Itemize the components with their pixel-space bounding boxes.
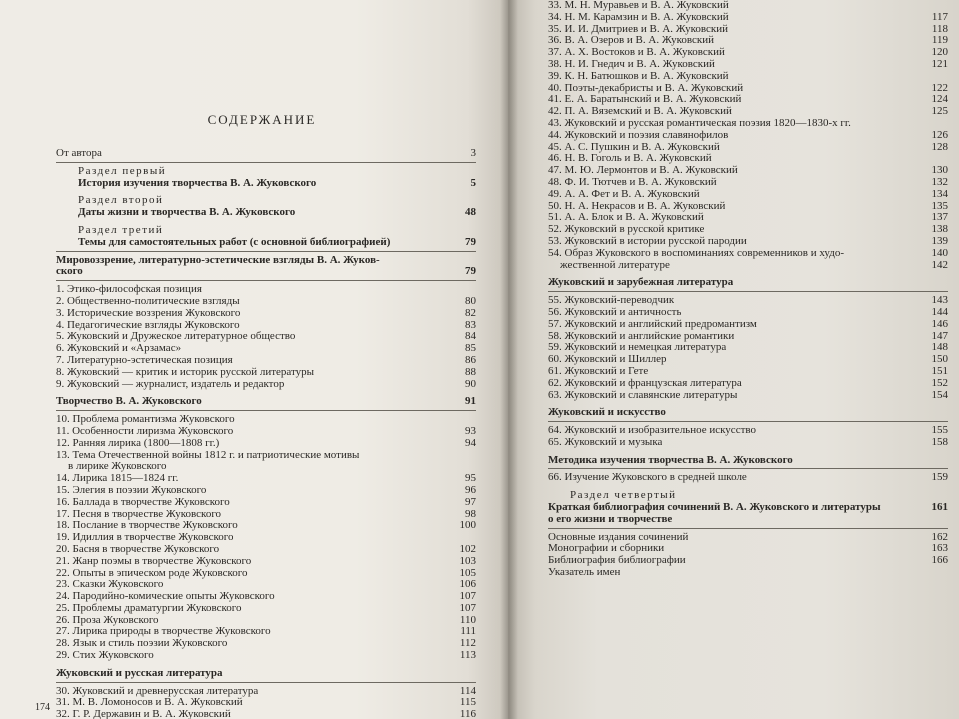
toc-page: 121 bbox=[931, 57, 948, 70]
toc-entry: 64. Жуковский и изобразительное искусство bbox=[548, 425, 756, 437]
toc-row bbox=[548, 153, 948, 165]
rule-divider bbox=[56, 162, 476, 163]
toc-entry: 26. Проза Жуковского bbox=[56, 614, 159, 626]
toc-page: 154 bbox=[931, 388, 948, 401]
toc-row bbox=[56, 709, 476, 719]
toc-entry: 47. М. Ю. Лермонтов и В. А. Жуковский bbox=[548, 165, 738, 177]
toc-page: 83 bbox=[465, 318, 476, 331]
rule-divider bbox=[548, 291, 948, 292]
toc-entry: 61. Жуковский и Гете bbox=[548, 365, 649, 377]
toc-entry: 38. Н. И. Гнедич и В. А. Жуковский bbox=[548, 58, 715, 70]
page-number: 174 bbox=[35, 702, 50, 713]
toc-row bbox=[548, 407, 948, 419]
toc-page: 140 bbox=[931, 246, 948, 259]
rule-divider bbox=[56, 410, 476, 411]
toc-row bbox=[548, 24, 948, 36]
toc-page: 86 bbox=[465, 353, 476, 366]
toc-entry: 10. Проблема романтизма Жуковского bbox=[56, 414, 235, 426]
toc-row bbox=[548, 106, 948, 118]
toc-entry: 41. Е. А. Баратынский и В. А. Жуковский bbox=[548, 94, 742, 106]
toc-row bbox=[548, 35, 948, 47]
toc-entry: 49. А. А. Фет и В. А. Жуковский bbox=[548, 188, 700, 200]
toc-row bbox=[56, 320, 476, 332]
toc-entry: 25. Проблемы драматургии Жуковского bbox=[56, 602, 242, 614]
toc-entry: 5. Жуковский и Дружеское литературное общество bbox=[56, 331, 296, 343]
toc-row bbox=[56, 331, 476, 343]
toc-entry: 66. Изучение Жуковского в средней школе bbox=[548, 472, 747, 484]
toc-row bbox=[56, 237, 476, 249]
toc-page: 146 bbox=[931, 317, 948, 330]
toc-page: 5 bbox=[470, 176, 476, 189]
rule-divider bbox=[56, 280, 476, 281]
toc-row bbox=[548, 514, 948, 526]
toc-page: 120 bbox=[931, 46, 948, 59]
rule-divider bbox=[548, 528, 948, 529]
toc-row bbox=[56, 396, 476, 408]
toc-page: 162 bbox=[931, 530, 948, 543]
section-title: Жуковский и русская литература bbox=[56, 667, 223, 679]
toc-entry: 13. Тема Отечественной войны 1812 г. и патриотические мотивы bbox=[56, 449, 360, 461]
toc-row bbox=[56, 544, 476, 556]
toc-page: 132 bbox=[931, 175, 948, 188]
toc-page: 143 bbox=[931, 294, 948, 307]
toc-page: 144 bbox=[931, 305, 948, 318]
toc-entry: 56. Жуковский и античность bbox=[548, 306, 682, 318]
toc-page: 90 bbox=[465, 377, 476, 390]
toc-row bbox=[548, 555, 948, 567]
toc-entry: 27. Лирика природы в творчестве Жуковского bbox=[56, 626, 271, 638]
toc-row bbox=[56, 255, 476, 267]
toc-row bbox=[56, 556, 476, 568]
toc-page: 116 bbox=[459, 708, 476, 719]
toc-entry: 12. Ранняя лирика (1800—1808 гг.) bbox=[56, 437, 220, 449]
toc-page: 102 bbox=[459, 542, 476, 555]
toc-entry: 33. М. Н. Муравьев и В. А. Жуковский bbox=[548, 0, 729, 11]
rule-divider bbox=[548, 421, 948, 422]
toc-entry: 40. Поэты-декабристы и В. А. Жуковский bbox=[548, 82, 744, 94]
toc-page: 125 bbox=[931, 105, 948, 118]
toc-page: 137 bbox=[931, 211, 948, 224]
toc-row bbox=[56, 497, 476, 509]
toc-entry: Монографии и сборники bbox=[548, 543, 665, 555]
toc-row bbox=[56, 438, 476, 450]
section-title: Краткая библиография сочинений В. А. Жуковского и литературы bbox=[548, 502, 881, 514]
toc-row bbox=[548, 532, 948, 544]
toc-page: 96 bbox=[465, 483, 476, 496]
toc-page: 3 bbox=[470, 147, 476, 159]
toc-page: 112 bbox=[459, 637, 476, 650]
toc-entry: 57. Жуковский и английский предромантизм bbox=[548, 318, 757, 330]
toc-row bbox=[548, 502, 948, 514]
toc-entry: 55. Жуковский-переводчик bbox=[548, 295, 675, 307]
toc-entry: 63. Жуковский и славянские литературы bbox=[548, 389, 738, 401]
toc-page: 84 bbox=[465, 330, 476, 343]
toc-row bbox=[548, 390, 948, 402]
toc-row bbox=[548, 201, 948, 213]
toc-row bbox=[56, 532, 476, 544]
toc-row bbox=[56, 626, 476, 638]
toc-entry: 45. А. С. Пушкин и В. А. Жуковский bbox=[548, 141, 720, 153]
toc-page: 155 bbox=[931, 424, 948, 437]
toc-row bbox=[548, 224, 948, 236]
toc-entry: Основные издания сочинений bbox=[548, 531, 689, 543]
toc-entry: 46. Н. В. Гоголь и В. А. Жуковский bbox=[548, 153, 712, 165]
toc-row bbox=[548, 354, 948, 366]
toc-entry: 19. Идиллия в творчестве Жуковского bbox=[56, 532, 234, 544]
toc-page: 100 bbox=[459, 519, 476, 532]
toc-entry: 39. К. Н. Батюшков и В. А. Жуковский bbox=[548, 70, 729, 82]
toc-row bbox=[56, 296, 476, 308]
toc-entry: 30. Жуковский и древнерусская литература bbox=[56, 685, 259, 697]
toc-page: 126 bbox=[931, 128, 948, 141]
toc-page: 151 bbox=[931, 364, 948, 377]
toc-entry: 1. Этико-философская позиция bbox=[56, 284, 202, 296]
toc-page: 158 bbox=[931, 435, 948, 448]
toc-row bbox=[56, 568, 476, 580]
toc-row bbox=[548, 118, 948, 130]
section-label: Раздел четвертый bbox=[570, 490, 677, 502]
toc-row bbox=[548, 94, 948, 106]
toc-row bbox=[548, 83, 948, 95]
toc-entry: От автора bbox=[56, 148, 102, 159]
rule-divider bbox=[56, 251, 476, 252]
toc-entry: 60. Жуковский и Шиллер bbox=[548, 354, 667, 366]
toc-page: 134 bbox=[931, 187, 948, 200]
toc-row bbox=[56, 603, 476, 615]
toc-row bbox=[548, 165, 948, 177]
toc-row bbox=[56, 473, 476, 485]
toc-page: 111 bbox=[460, 625, 476, 638]
toc-row bbox=[548, 177, 948, 189]
toc-page: 85 bbox=[465, 342, 476, 355]
toc-row bbox=[548, 0, 948, 12]
toc-page: 93 bbox=[465, 424, 476, 437]
toc-row bbox=[56, 520, 476, 532]
toc-page: 98 bbox=[465, 507, 476, 520]
toc-row bbox=[56, 650, 476, 662]
section-title: Жуковский и искусство bbox=[548, 407, 666, 419]
section-label: Раздел второй bbox=[78, 195, 164, 207]
toc-entry: 50. Н. А. Некрасов и В. А. Жуковский bbox=[548, 200, 726, 212]
toc-entry: 18. Послание в творчестве Жуковского bbox=[56, 520, 238, 532]
toc-entry: 44. Жуковский и поэзия славянофилов bbox=[548, 129, 729, 141]
toc-page: 115 bbox=[459, 696, 476, 709]
toc-row bbox=[56, 414, 476, 426]
toc-row bbox=[548, 455, 948, 467]
toc-entry: 58. Жуковский и английские романтики bbox=[548, 330, 735, 342]
toc-entry: 8. Жуковский — критик и историк русской литературы bbox=[56, 366, 315, 378]
toc-page: 124 bbox=[931, 93, 948, 106]
toc-entry: 29. Стих Жуковского bbox=[56, 650, 154, 662]
toc-entry: 34. Н. М. Карамзин и В. А. Жуковский bbox=[548, 11, 729, 23]
toc-row bbox=[56, 509, 476, 521]
toc-row bbox=[56, 697, 476, 709]
toc-entry: Указатель имен bbox=[548, 567, 621, 579]
toc-row bbox=[548, 59, 948, 71]
toc-row bbox=[56, 195, 476, 207]
toc-entry: 23. Сказки Жуковского bbox=[56, 579, 164, 591]
toc-entry: 51. А. А. Блок и В. А. Жуковский bbox=[548, 212, 704, 224]
toc-entry: 65. Жуковский и музыка bbox=[548, 436, 663, 448]
toc-row bbox=[548, 295, 948, 307]
toc-entry: 36. В. А. Озеров и В. А. Жуковский bbox=[548, 35, 715, 47]
toc-row bbox=[56, 379, 476, 391]
toc-entry: Библиография библиографии bbox=[548, 555, 686, 567]
toc-page: 118 bbox=[931, 22, 948, 35]
toc-right bbox=[548, 0, 948, 579]
toc-page: 82 bbox=[465, 306, 476, 319]
toc-row bbox=[548, 236, 948, 248]
toc-page: 94 bbox=[465, 436, 476, 449]
toc-row bbox=[56, 426, 476, 438]
toc-entry: 24. Пародийно-комические опыты Жуковского bbox=[56, 591, 275, 603]
section-title: ского bbox=[56, 266, 83, 278]
toc-page: 152 bbox=[931, 376, 948, 389]
toc-page: 163 bbox=[931, 542, 948, 555]
toc-row bbox=[56, 284, 476, 296]
toc-page: 117 bbox=[931, 10, 948, 23]
toc-row bbox=[548, 47, 948, 59]
toc-row bbox=[548, 248, 948, 260]
toc-entry: 17. Песня в творчестве Жуковского bbox=[56, 508, 222, 520]
toc-page: 95 bbox=[465, 472, 476, 485]
toc-page: 130 bbox=[931, 164, 948, 177]
toc-entry: 9. Жуковский — журналист, издатель и редактор bbox=[56, 378, 285, 390]
toc-row bbox=[56, 355, 476, 367]
toc-row bbox=[56, 207, 476, 219]
toc-page: 142 bbox=[931, 258, 948, 271]
toc-row bbox=[56, 615, 476, 627]
toc-row bbox=[56, 225, 476, 237]
toc-entry: 21. Жанр поэмы в творчестве Жуковского bbox=[56, 555, 252, 567]
section-title: Даты жизни и творчества В. А. Жуковского bbox=[78, 207, 296, 219]
toc-row bbox=[548, 142, 948, 154]
toc-entry: 48. Ф. И. Тютчев и В. А. Жуковский bbox=[548, 176, 717, 188]
toc-row bbox=[56, 450, 476, 462]
toc-row bbox=[56, 343, 476, 355]
toc-page: 79 bbox=[465, 235, 476, 248]
section-title: Мировоззрение, литературно-эстетические взгляды В. А. Жуков- bbox=[56, 254, 380, 266]
toc-page: 128 bbox=[931, 140, 948, 153]
section-label: Раздел третий bbox=[78, 224, 164, 236]
toc-entry: 59. Жуковский и немецкая литература bbox=[548, 342, 727, 354]
toc-page: 138 bbox=[931, 223, 948, 236]
section-title: о его жизни и творчестве bbox=[548, 513, 673, 525]
toc-page: 110 bbox=[459, 613, 476, 626]
toc-page: 107 bbox=[459, 590, 476, 603]
toc-page: 97 bbox=[465, 495, 476, 508]
toc-entry: 43. Жуковский и русская романтическая поэзия 1820—1830-х гг. bbox=[548, 117, 851, 129]
toc-entry: 28. Язык и стиль поэзии Жуковского bbox=[56, 638, 228, 650]
toc-entry: 7. Литературно-эстетическая позиция bbox=[56, 354, 233, 366]
toc-row bbox=[548, 437, 948, 449]
toc-row bbox=[56, 148, 476, 160]
toc-row bbox=[56, 668, 476, 680]
toc-row bbox=[548, 472, 948, 484]
toc-row bbox=[548, 366, 948, 378]
toc-page: 150 bbox=[931, 353, 948, 366]
toc-page: 114 bbox=[459, 684, 476, 697]
toc-entry: 20. Басня в творчестве Жуковского bbox=[56, 543, 220, 555]
toc-page: 91 bbox=[465, 395, 476, 408]
toc-row bbox=[56, 367, 476, 379]
toc-page: 119 bbox=[931, 34, 948, 47]
toc-page: 135 bbox=[931, 199, 948, 212]
toc-page: 159 bbox=[931, 471, 948, 484]
toc-page: 80 bbox=[465, 294, 476, 307]
toc-entry: 11. Особенности лиризма Жуковского bbox=[56, 425, 234, 437]
toc-entry: 37. А. Х. Востоков и В. А. Жуковский bbox=[548, 47, 725, 59]
toc-row bbox=[548, 212, 948, 224]
toc-entry: 31. М. В. Ломоносов и В. А. Жуковский bbox=[56, 697, 243, 709]
toc-entry: 35. И. И. Дмитриев и В. А. Жуковский bbox=[548, 23, 729, 35]
toc-entry: 4. Педагогические взгляды Жуковского bbox=[56, 319, 240, 331]
toc-page: 48 bbox=[465, 206, 476, 219]
toc-page: 113 bbox=[459, 649, 476, 662]
toc-row bbox=[56, 686, 476, 698]
toc-row bbox=[56, 266, 476, 278]
toc-page: 79 bbox=[465, 265, 476, 278]
section-label: Раздел первый bbox=[78, 165, 167, 177]
toc-row bbox=[56, 166, 476, 178]
toc-row bbox=[548, 260, 948, 272]
toc-row bbox=[548, 277, 948, 289]
toc-row bbox=[56, 485, 476, 497]
toc-entry: 54. Образ Жуковского в воспоминаниях современников и худо- bbox=[548, 247, 844, 259]
toc-entry: 22. Опыты в эпическом роде Жуковского bbox=[56, 567, 248, 579]
rule-divider bbox=[548, 468, 948, 469]
toc-row bbox=[56, 591, 476, 603]
toc-row bbox=[548, 71, 948, 83]
toc-entry: 32. Г. Р. Державин и В. А. Жуковский bbox=[56, 709, 231, 719]
toc-row bbox=[548, 378, 948, 390]
toc-row bbox=[548, 319, 948, 331]
toc-left bbox=[56, 148, 476, 719]
toc-row bbox=[548, 490, 948, 502]
toc-row bbox=[548, 130, 948, 142]
toc-row bbox=[548, 189, 948, 201]
toc-heading: СОДЕРЖАНИЕ bbox=[207, 112, 317, 127]
toc-page: 122 bbox=[931, 81, 948, 94]
toc-row bbox=[548, 12, 948, 24]
toc-page: 147 bbox=[931, 329, 948, 342]
toc-row bbox=[56, 638, 476, 650]
toc-row bbox=[56, 178, 476, 190]
rule-divider bbox=[56, 682, 476, 683]
toc-row bbox=[548, 567, 948, 579]
section-title: История изучения творчества В. А. Жуковского bbox=[78, 177, 317, 189]
toc-entry: в лирике Жуковского bbox=[68, 461, 167, 473]
section-title: Жуковский и зарубежная литература bbox=[548, 277, 734, 289]
toc-row bbox=[56, 308, 476, 320]
toc-entry: 6. Жуковский и «Арзамас» bbox=[56, 343, 182, 355]
toc-entry: 16. Баллада в творчестве Жуковского bbox=[56, 496, 230, 508]
book-gutter bbox=[500, 0, 518, 719]
toc-entry: 42. П. А. Вяземский и В. А. Жуковский bbox=[548, 106, 732, 118]
section-title: Творчество В. А. Жуковского bbox=[56, 396, 202, 408]
toc-entry: 14. Лирика 1815—1824 гг. bbox=[56, 473, 179, 485]
toc-page: 103 bbox=[459, 554, 476, 567]
section-title: Методика изучения творчества В. А. Жуковского bbox=[548, 454, 793, 466]
toc-page: 139 bbox=[931, 234, 948, 247]
toc-row bbox=[548, 543, 948, 555]
toc-row bbox=[548, 307, 948, 319]
toc-row bbox=[548, 425, 948, 437]
section-title: Темы для самостоятельных работ (с основной библиографией) bbox=[78, 236, 391, 248]
toc-page: 166 bbox=[931, 554, 948, 567]
toc-page: 106 bbox=[459, 578, 476, 591]
toc-entry: 53. Жуковский в истории русской пародии bbox=[548, 235, 747, 247]
toc-entry: жественной литературе bbox=[560, 259, 670, 271]
toc-row bbox=[56, 579, 476, 591]
toc-entry: 62. Жуковский и французская литература bbox=[548, 377, 742, 389]
toc-page: 88 bbox=[465, 365, 476, 378]
toc-page: 161 bbox=[931, 501, 948, 514]
toc-row bbox=[548, 342, 948, 354]
toc-page: 148 bbox=[931, 341, 948, 354]
toc-row bbox=[56, 461, 476, 473]
toc-entry: 52. Жуковский в русской критике bbox=[548, 224, 705, 236]
toc-page: 107 bbox=[459, 601, 476, 614]
toc-entry: 3. Исторические воззрения Жуковского bbox=[56, 307, 241, 319]
toc-row bbox=[548, 331, 948, 343]
toc-entry: 2. Общественно-политические взгляды bbox=[56, 295, 240, 307]
toc-page: 105 bbox=[459, 566, 476, 579]
toc-entry: 15. Элегия в поэзии Жуковского bbox=[56, 484, 207, 496]
